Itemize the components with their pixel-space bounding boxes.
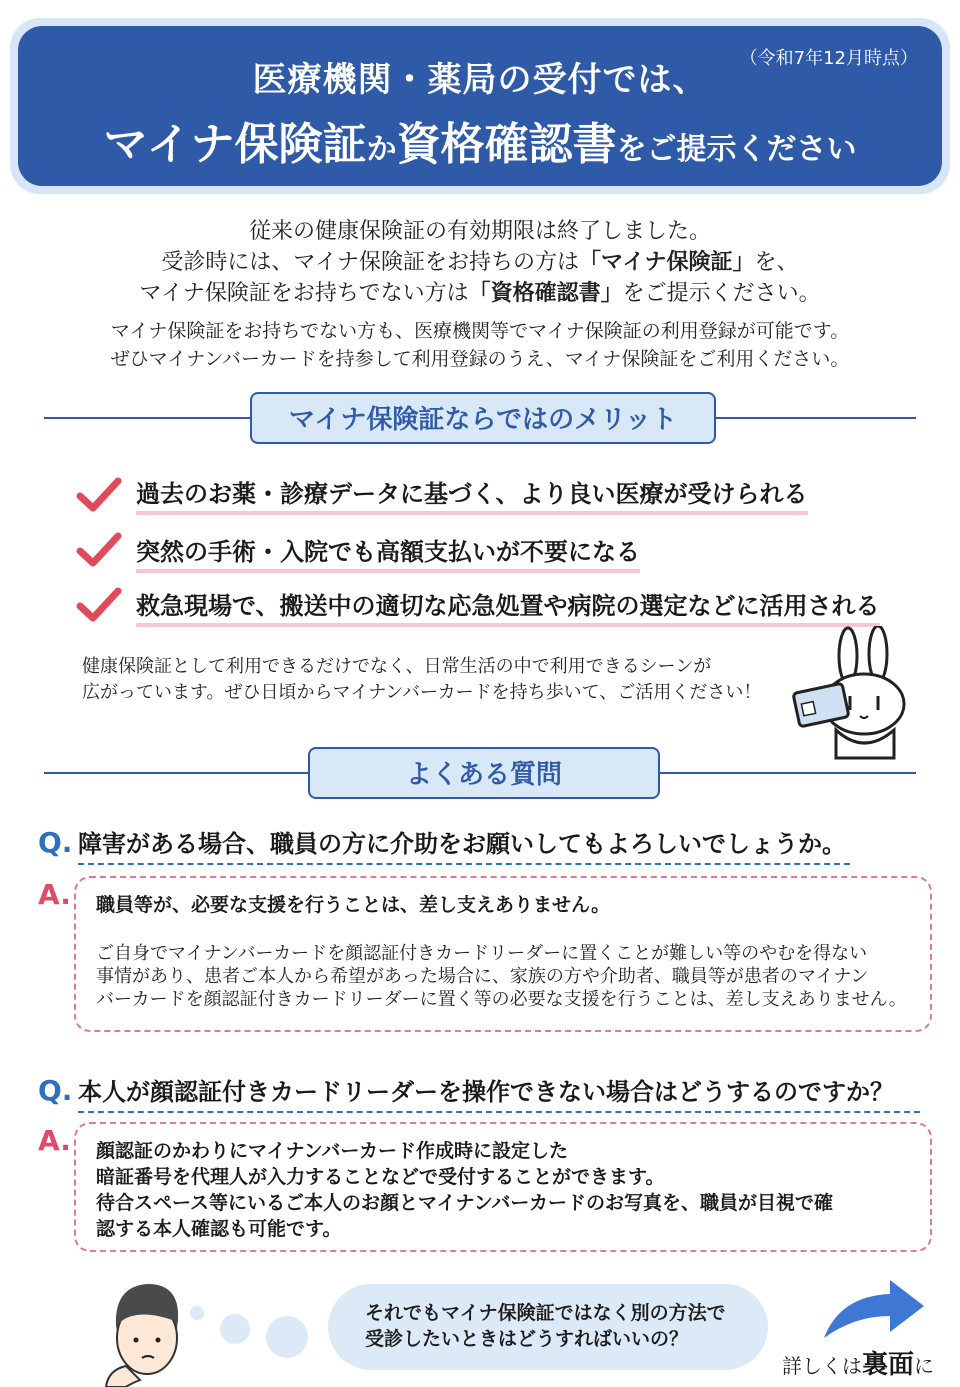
q1-label: Q. [38,826,73,859]
q2-text: 本人が顔認証付きカードリーダーを操作できない場合はどうするのですか？ [78,1072,920,1113]
bubble-text [365,1300,726,1352]
intro-line-5: ぜひマイナンバーカードを持参して利用登録のうえ、マイナ保険証をご利用ください。 [110,348,850,370]
faq-title: よくある質問 [308,747,660,799]
header-line-1: 医療機関・薬局の受付では、 [252,60,708,100]
merits-title: マイナ保険証ならではのメリット [250,392,716,444]
merit-item-2: 突然の手術・入院でも高額支払いが不要になる [136,532,640,573]
intro-line-2-c: を、 [754,250,799,275]
date-note: （令和7年12月時点） [739,48,918,69]
intro-line-4: マイナ保険証をお持ちでない方も、医療機関等でマイナ保険証の利用登録が可能です。 [110,320,850,342]
intro-line-3 [0,276,960,307]
intro-line-3-b: 「資格確認書」 [468,281,623,306]
header-line-2 [0,108,960,172]
merit-item-1: 過去のお薬・診療データに基づく、より良い医療が受けられる [136,474,808,515]
a1-lead: 職員等が、必要な支援を行うことは、差し支えありません。 [96,894,611,916]
see-back-text-a: 詳しくは [782,1354,862,1378]
a2-label: A. [38,1124,71,1157]
bubble-line-2: 受診したいときはどうすればいいの？ [365,1328,689,1350]
a2-line-4: 認する本人確認も可能です。 [96,1218,342,1240]
a1-line-1: ご自身でマイナンバーカードを顔認証付きカードリーダーに置くことが難しい等のやむを得ない [96,943,868,964]
thought-dot-medium [220,1314,250,1344]
merit-note-line-1: 健康保険証として利用できるだけでなく、日常生活の中で利用できるシーンが [82,656,712,677]
intro-line-3-a: マイナ保険証をお持ちでない方は [139,281,469,306]
thought-dot-small [190,1306,204,1320]
q2-label: Q. [38,1074,73,1107]
a2-line-3: 待合スペース等にいるご本人のお顔とマイナンバーカードのお写真を、職員が目視で確 [96,1192,834,1214]
a2-line-2: 暗証番号を代理人が入力することなどで受付することができます。 [96,1166,665,1188]
check-icon [76,531,122,569]
arrow-right-icon[interactable] [820,1276,926,1342]
thought-dot-large [266,1316,308,1358]
header-mynahoken: マイナ保険証 [103,119,367,170]
see-back-text-b: 裏面 [862,1350,915,1380]
see-back-text-c: に [914,1354,935,1378]
check-icon [76,586,122,624]
a1-label: A. [38,878,71,911]
bubble-line-1: それでもマイナ保険証ではなく別の方法で [365,1302,726,1324]
intro-line-2 [0,245,960,276]
see-back-link[interactable] [782,1344,934,1381]
merit-note-line-2: 広がっています。ぜひ日頃からマイナンバーカードを持ち歩いて、ご活用ください！ [82,682,762,703]
a1-line-3: バーカードを顔認証付きカードリーダーに置く等の必要な支援を行うことは、差し支えありません。 [96,989,907,1010]
intro-line-3-c: をご提示ください。 [622,281,821,306]
merit-item-3: 救急現場で、搬送中の適切な応急処置や病院の選定などに活用される [136,586,880,627]
check-icon [76,476,122,514]
header-please: をご提示ください [616,132,857,167]
q1-text: 障害がある場合、職員の方に介助をお願いしてもよろしいでしょうか。 [78,824,850,865]
thinking-person-icon [96,1276,196,1387]
intro-line-1: 従来の健康保険証の有効期限は終了しました。 [248,219,711,244]
intro-line-2-a: 受診時には、マイナ保険証をお持ちの方は [161,250,579,275]
a1-line-2: 事情があり、患者ご本人から希望があった場合に、家族の方や介助者、職員等が患者のマイナン [96,966,869,987]
header-shikaku: 資格確認書 [396,119,617,170]
intro-line-2-b: 「マイナ保険証」 [578,250,755,275]
a2-line-1: 顔認証のかわりにマイナンバーカード作成時に設定した [96,1140,568,1162]
header-ka: か [366,132,397,167]
mascot-rabbit-icon [790,626,920,766]
